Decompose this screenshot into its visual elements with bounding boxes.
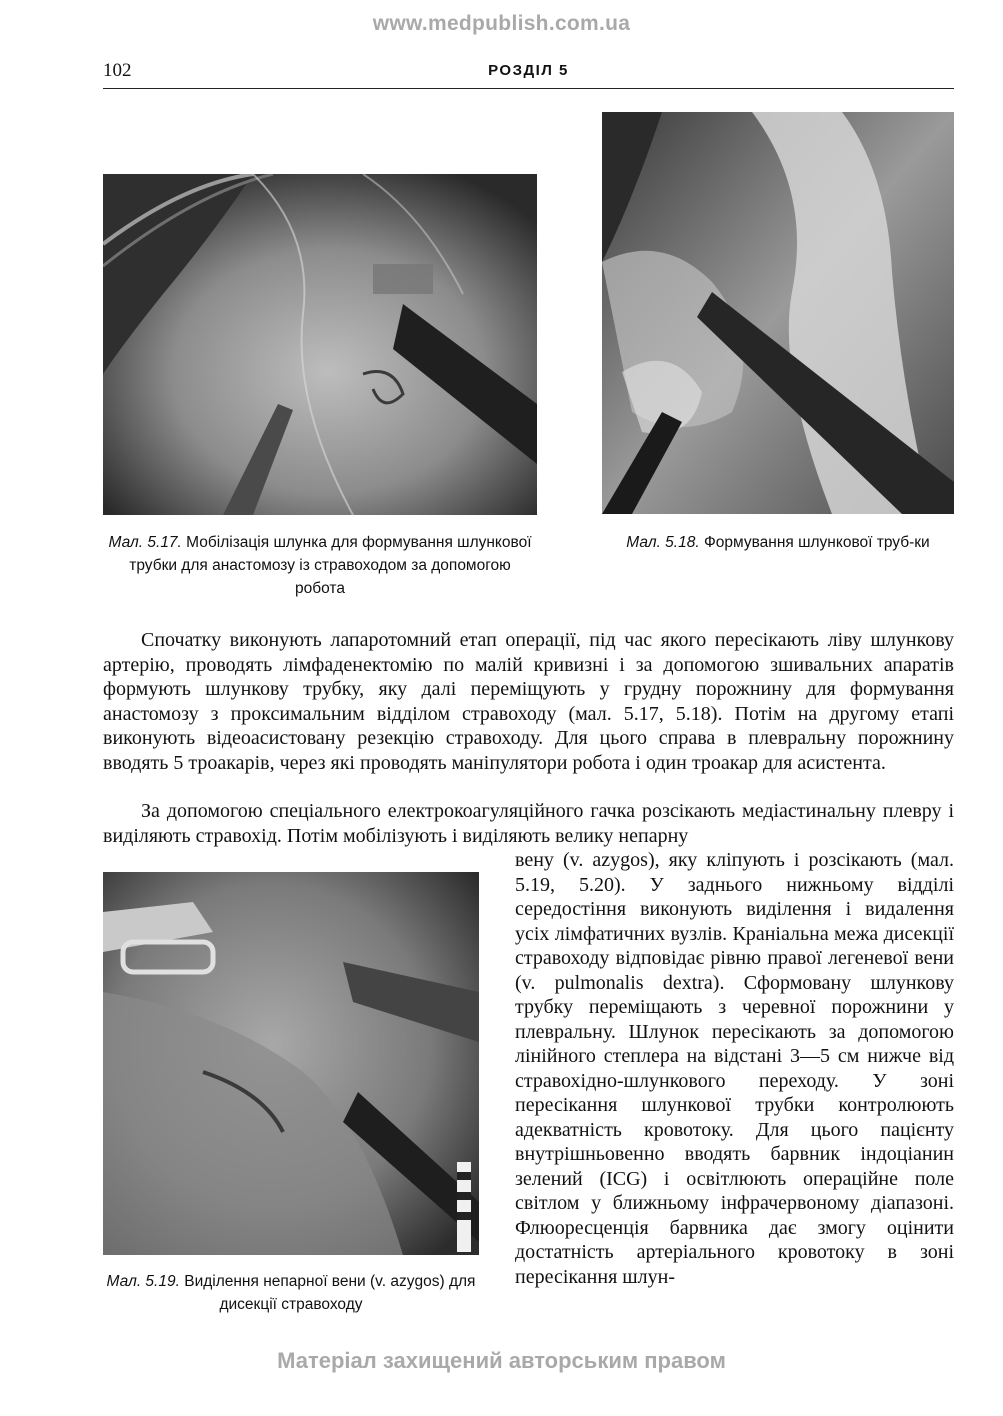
page-number: 102 — [103, 60, 132, 81]
watermark-top: www.medpublish.com.ua — [372, 12, 631, 35]
figure-5-18-text: Формування шлункової труб-ки — [699, 534, 930, 551]
figure-5-18-photo — [602, 112, 954, 514]
figure-5-17-label: Мал. 5.17. — [108, 534, 182, 551]
figure-5-19-label: Мал. 5.19. — [106, 1273, 180, 1290]
paragraph-1: Спочатку виконують лапаротомний етап операції, під час якого пересікають ліву шлункову артерію, проводять лімфаденектомію по малій кривизні і за допомогою зшивальних апаратів формують шлункову трубку, яку далі переміщують у грудну порожнину для формування анастомозу з проксимальним відділом стравоходу (мал. 5.17, 5.18). Потім на другому етапі виконують відеоасистовану резекцію стравоходу. Для цього справа в плевральну порожнину вводять 5 троакарів, через які проводять маніпулятори робота і один троакар для асистента. — [103, 629, 954, 774]
paragraph-2: За допомогою спеціального електрокоагуляційного гачка розсікають медіастинальну плевру і виділяють стравохід. Потім мобілізують і виділяють велику непарну — [103, 800, 954, 847]
figure-5-19-caption — [103, 1270, 479, 1316]
figure-5-18-caption — [602, 531, 954, 554]
figure-5-17-text: Мобілізація шлунка для формування шлункової трубки для анастомозу із стравоходом за допомогою робота — [129, 534, 532, 597]
header-rule — [103, 88, 954, 89]
section-title: РОЗДІЛ 5 — [488, 62, 569, 79]
figure-5-19-text: Виділення непарної вени (v. azygos) для дисекції стравоходу — [179, 1273, 476, 1313]
figure-5-19-photo — [103, 872, 479, 1255]
figure-5-18-label: Мал. 5.18. — [626, 534, 700, 551]
watermark-bottom: Матеріал захищений авторським правом — [277, 1348, 726, 1373]
paragraph-2-continued: вену (v. azygos), яку кліпують і розсікають (мал. 5.19, 5.20). У заднього нижньому відділі середостіння виконують виділення і видалення усіх лімфатичних вузлів. Краніальна межа дисекції стравоходу відповідає рівню правої легеневої вени (v. pulmonalis dextra). Сформовану шлункову трубку переміщають з черевної порожнини у плевральну. Шлунок пересікають за допомогою лінійного степлера на відстані 3—5 см нижче від стравохідно-шлункового переходу. У зоні пересікання шлункової трубки контролюють адекватність кровотоку. Для цього пацієнту внутрішньовенно вводять барвник індоціанин зелений (ICG) і освітлюють операційне поле світлом у ближньому інфрачервоному діапазоні. Флюоресценція барвника дає змогу оцінити достатність артеріального кровотоку в зоні пересікання шлун- — [515, 849, 954, 1288]
figure-5-17-photo — [103, 174, 537, 515]
figure-5-17-caption — [103, 531, 537, 600]
